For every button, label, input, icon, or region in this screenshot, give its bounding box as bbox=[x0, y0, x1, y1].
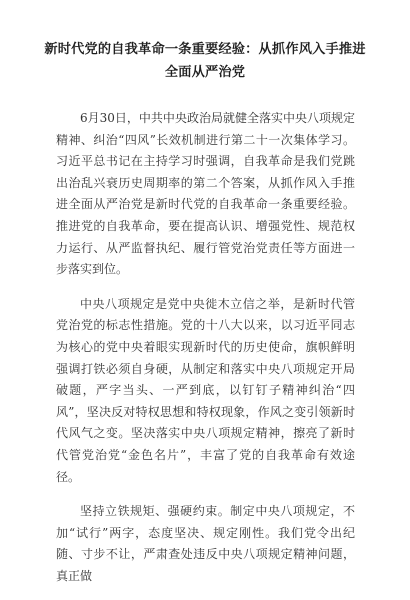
document-title: 新时代党的自我革命一条重要经验：从抓作风入手推进全面从严治党 bbox=[44, 42, 366, 80]
paragraph-1: 6月30日，中共中央政治局就健全落实中央八项规定精神、纠治“四风”长效机制进行第二十一次集体学习。习近平总书记在主持学习时强调，自我革命是我们党跳出治乱兴衰历史周期率的第二个答案，从抓作风入手推进全面从严治党是新时代党的自我革命一条重要经验。推进党的自我革命，要在提高认识、增强党性、规范权力运行、从严监督执纪、履行管党治党责任等方面进一步落实到位。 bbox=[56, 111, 355, 277]
paragraph-2: 中央八项规定是党中央徙木立信之举，是新时代管党治党的标志性措施。党的十八大以来，以习近平同志为核心的党中央着眼实现新时代的历史使命，旗帜鲜明强调打铁必须自身硬，从制定和落实中央八项规定开局破题，严字当头、一严到底，以钉钉子精神纠治“四风”，坚决反对特权思想和特权现象，作风之变引领新时代风气之变。坚决落实中央八项规定精神，擦亮了新时代管党治党“金色名片”，丰富了党的自我革命有效途径。 bbox=[56, 296, 355, 484]
document-body bbox=[56, 108, 355, 600]
paragraph-3: 坚持立铁规矩、强硬约束。制定中央八项规定，不加“试行”两字，态度坚决、规定刚性。我们党令出纪随、寸步不让，严肃查处违反中央八项规定精神问题，真正做 bbox=[56, 504, 355, 583]
